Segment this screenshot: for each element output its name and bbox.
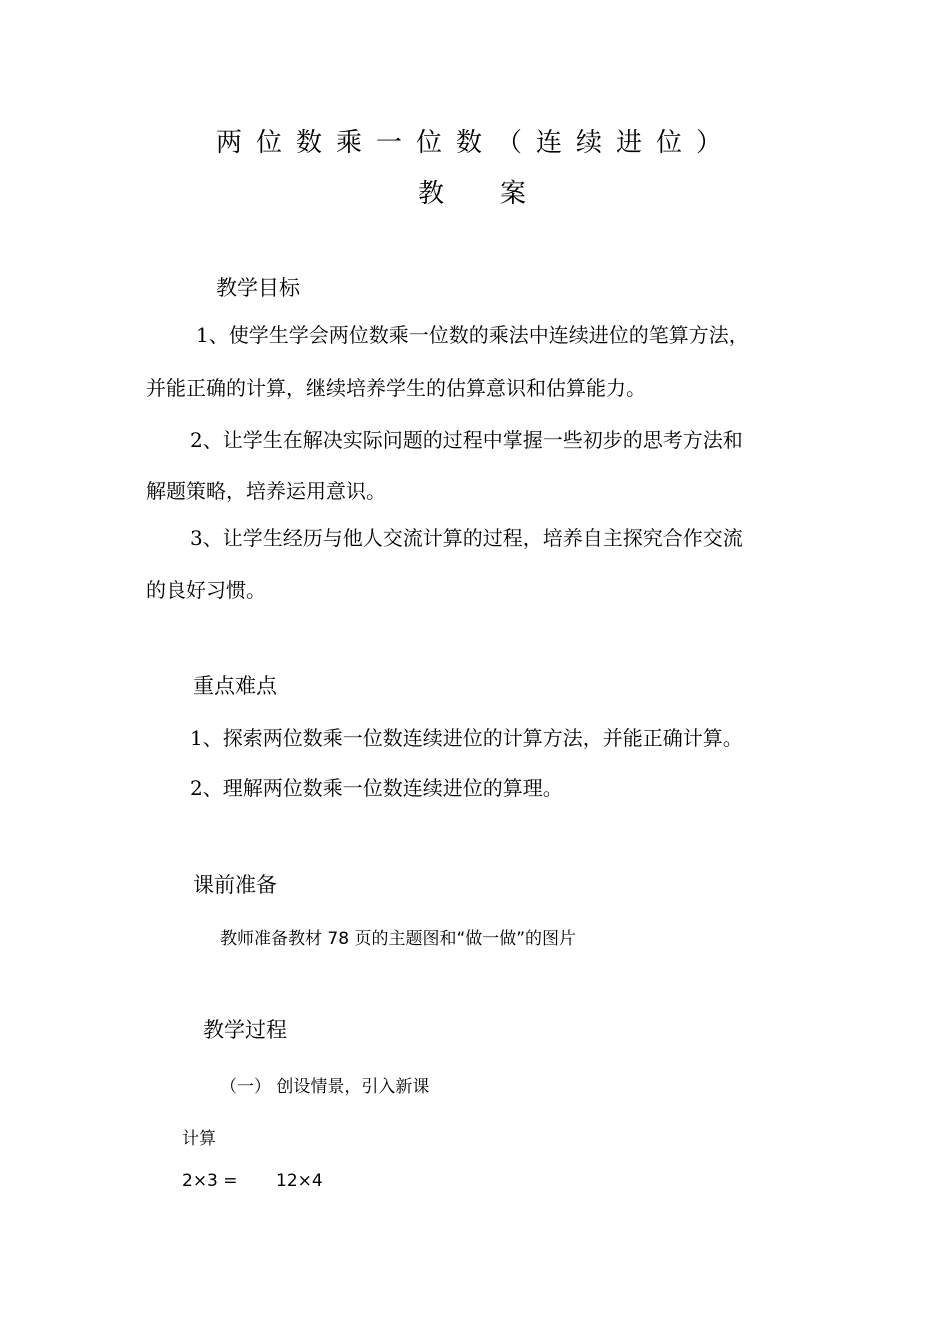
document-title: 两位数乘一位数（连续进位）	[216, 128, 737, 158]
key-point-1: 1、探索两位数乘一位数连续进位的计算方法，并能正确计算。	[190, 726, 743, 750]
objective-1-line-2: 并能正确的计算，继续培养学生的估算意识和估算能力。	[146, 376, 646, 400]
calc-expression-1: 2×3 =	[182, 1171, 238, 1191]
objective-3-line-1: 3、让学生经历与他人交流计算的过程，培养自主探究合作交流	[190, 526, 743, 550]
process-heading: 教学过程	[203, 1018, 287, 1042]
objective-2-line-1: 2、让学生在解决实际问题的过程中掌握一些初步的思考方法和	[190, 428, 743, 452]
preparation-heading: 课前准备	[193, 873, 277, 897]
calc-label: 计算	[182, 1129, 216, 1149]
key-point-2: 2、理解两位数乘一位数连续进位的算理。	[190, 776, 563, 800]
document-subtitle: 教案	[418, 179, 583, 209]
calc-expression-2: 12×4	[276, 1171, 323, 1191]
preparation-text: 教师准备教材 78 页的主题图和“做一做”的图片	[220, 929, 577, 949]
objective-3-line-2: 的良好习惯。	[146, 578, 266, 602]
process-step-1: （一） 创设情景，引入新课	[220, 1077, 430, 1097]
objective-2-line-2: 解题策略，培养运用意识。	[146, 479, 386, 503]
objectives-heading: 教学目标	[216, 276, 300, 300]
objective-1-line-1: 1、使学生学会两位数乘一位数的乘法中连续进位的笔算方法，	[196, 323, 749, 347]
key-points-heading: 重点难点	[193, 674, 277, 698]
